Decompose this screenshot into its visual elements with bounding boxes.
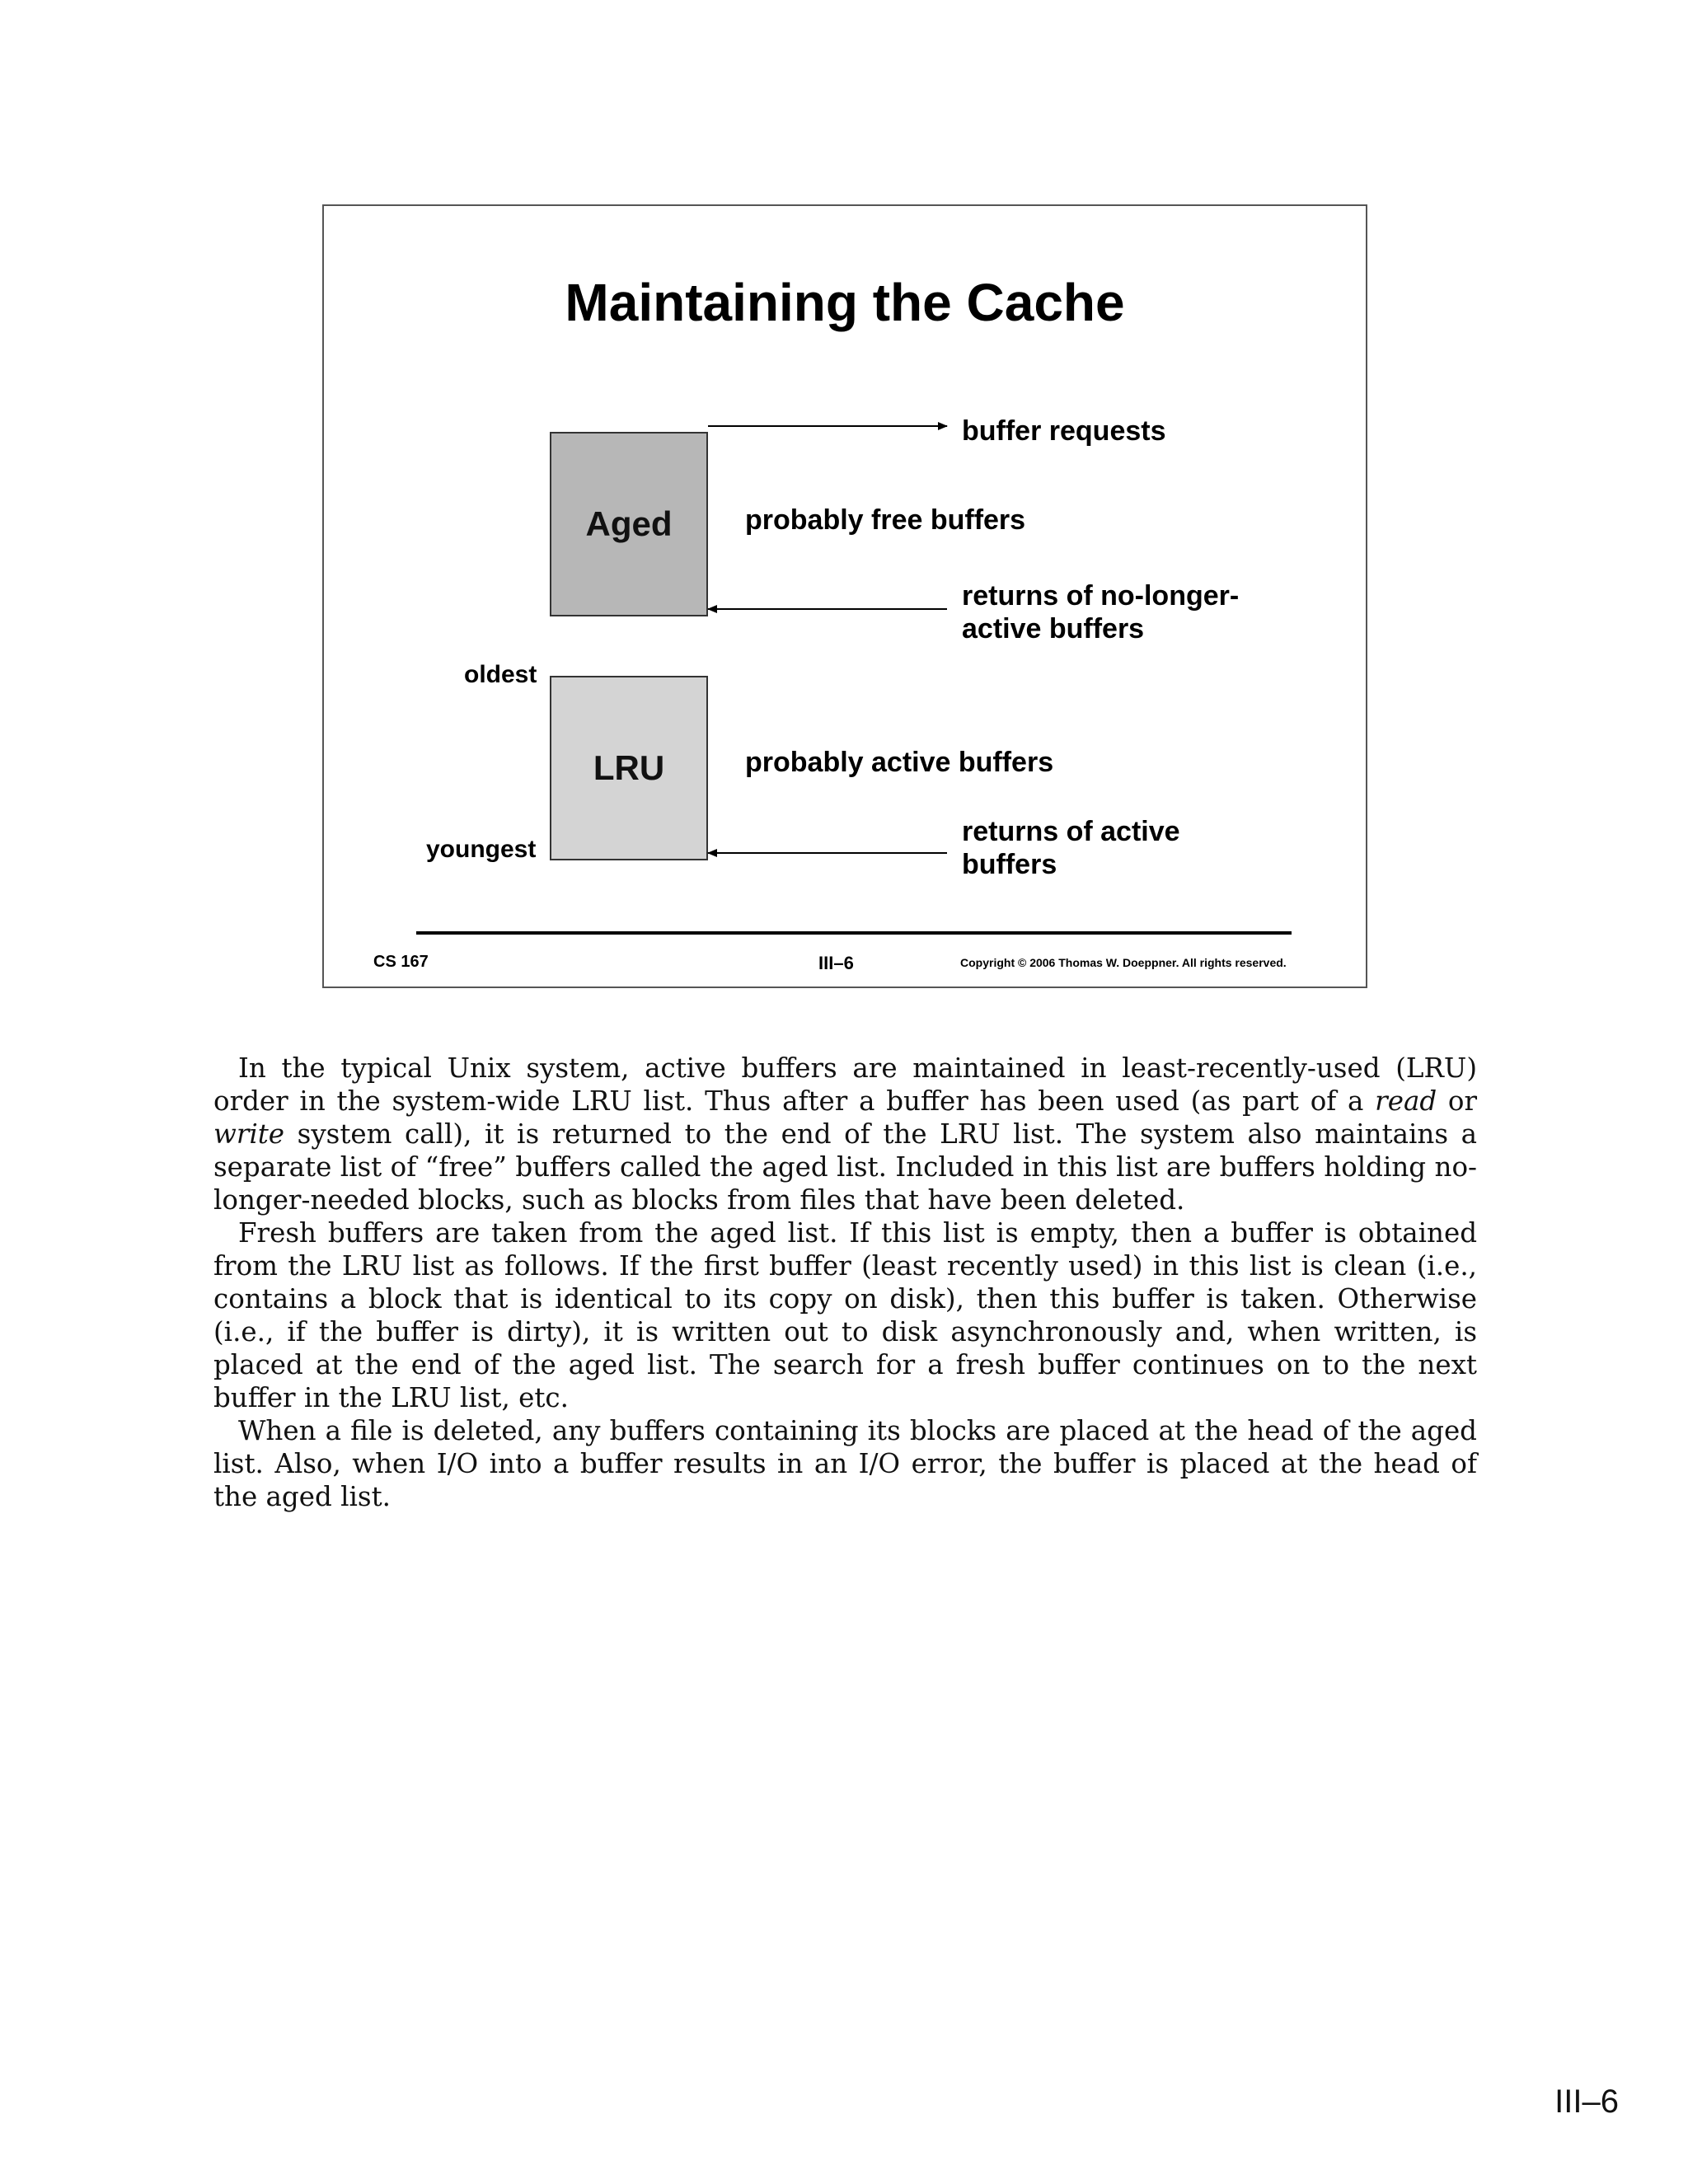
paragraph-1-part-a: In the typical Unix system, active buffers are maintained in least-recently-used (LRU) order in the system-wide LRU list. Thus after a buffer has been used (as part of a [213, 1052, 1477, 1117]
lru-box-label: LRU [593, 748, 665, 787]
slide-footer-copyright: Copyright © 2006 Thomas W. Doeppner. All rights reserved. [960, 956, 1287, 969]
paragraph-1-or: or [1437, 1085, 1477, 1117]
label-oldest: oldest [464, 661, 537, 688]
aged-box-label: Aged [585, 504, 673, 543]
body-text [213, 1052, 1477, 1513]
label-returns-active-2: buffers [962, 849, 1057, 880]
slide-footer-number: III–6 [818, 953, 854, 973]
label-returns-active-1: returns of active [962, 816, 1180, 847]
paragraph-2: Fresh buffers are taken from the aged list. If this list is empty, then a buffer is obtained from the LRU list as follows. If the first buffer (least recently used) in this list is clean (i.e., contains a block that is identical to its copy on disk), then this buffer is taken. Otherwise (i.e., if the buffer is dirty), it is written out to disk asynchronously and, when written, is placed at the end of the aged list. The search for a fresh buffer continues on to the next buffer in the LRU list, etc. [213, 1217, 1477, 1413]
paragraph-1 [213, 1052, 1477, 1216]
slide [322, 204, 1367, 988]
label-buffer-requests: buffer requests [962, 415, 1166, 447]
page-number: III–6 [1554, 2083, 1619, 2120]
paragraph-3: When a file is deleted, any buffers containing its blocks are placed at the head of the aged list. Also, when I/O into a buffer results in an I/O error, the buffer is placed at the head of the aged list. [213, 1415, 1477, 1512]
label-youngest: youngest [426, 836, 537, 863]
label-probably-active: probably active buffers [745, 747, 1054, 778]
label-returns-no-longer-1: returns of no-longer- [962, 580, 1240, 612]
label-probably-free: probably free buffers [745, 504, 1026, 536]
term-write: write [213, 1118, 285, 1150]
slide-title: Maintaining the Cache [565, 273, 1125, 332]
label-returns-no-longer-2: active buffers [962, 613, 1145, 644]
slide-footer-rule [416, 931, 1292, 935]
term-read: read [1375, 1085, 1437, 1117]
paragraph-1-part-b: system call), it is returned to the end of the LRU list. The system also maintains a separate list of “free” buffers called the aged list. Included in this list are buffers holding no-longer-needed blocks, such as blocks from files that have been deleted. [213, 1118, 1477, 1216]
slide-footer-course: CS 167 [373, 953, 429, 971]
